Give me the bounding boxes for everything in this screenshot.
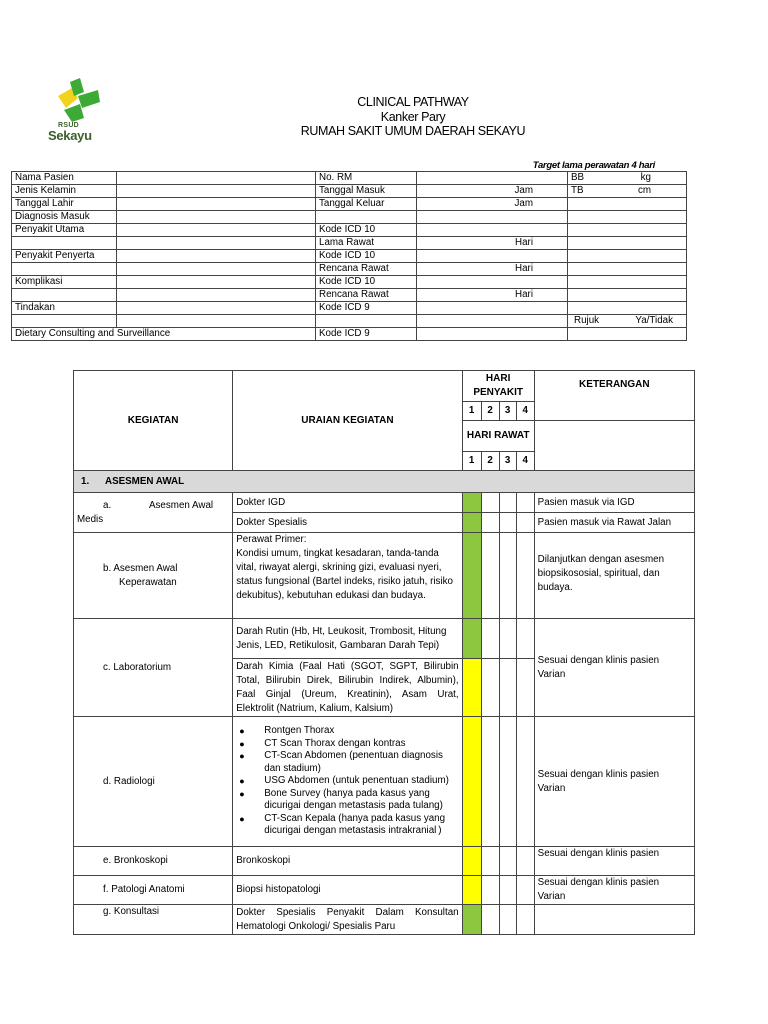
item-label: Konsultasi: [113, 906, 160, 917]
logo-text-sekayu: Sekayu: [48, 128, 92, 143]
unit-hari[interactable]: Hari: [417, 289, 568, 302]
label-tanggal-masuk: Tanggal Masuk: [316, 185, 417, 198]
header-kegiatan: KEGIATAN: [74, 371, 233, 471]
uraian-cell: Dokter Spesialis: [233, 513, 462, 533]
day-cell[interactable]: [499, 513, 516, 533]
empty-cell: [417, 315, 568, 328]
day-cell[interactable]: [499, 847, 516, 876]
info-row: [12, 224, 687, 237]
patient-info-table: [11, 171, 687, 341]
label-rencana-rawat: Rencana Rawat: [316, 263, 417, 276]
unit-jam[interactable]: Jam: [417, 198, 568, 211]
item-label: Patologi Anatomi: [111, 884, 185, 895]
info-row: [12, 302, 687, 315]
day-cell[interactable]: [499, 717, 516, 847]
day-cell[interactable]: [516, 905, 534, 935]
unit-hari[interactable]: Hari: [417, 263, 568, 276]
tb-cell[interactable]: [568, 185, 687, 198]
keterangan-cell: [534, 619, 694, 717]
keterangan-cell: Sesuai dengan klinis pasien: [534, 847, 694, 876]
item-label: Laboratorium: [113, 661, 172, 673]
item-letter: f.: [103, 884, 109, 895]
label-penyakit-penyerta: Penyakit Penyerta: [12, 250, 117, 263]
day-number: 4: [516, 452, 534, 471]
label-nama-pasien: Nama Pasien: [12, 172, 117, 185]
list-item: ● Bone Survey (hanya pada kasus yang dicurigai dengan metastasis pada tulang): [236, 788, 458, 813]
logo-text-rsud: RSUD: [58, 122, 80, 129]
keterangan-cell: Pasien masuk via Rawat Jalan: [534, 513, 694, 533]
day-cell[interactable]: [481, 493, 499, 513]
day-number: 3: [499, 452, 516, 471]
item-letter: a.: [103, 499, 112, 511]
day-cell[interactable]: [516, 717, 534, 847]
empty-cell: [568, 276, 687, 289]
kegiatan-patologi-anatomi: [74, 876, 233, 905]
uraian-cell: Bronkoskopi: [233, 847, 462, 876]
value-kode-icd10[interactable]: [417, 224, 568, 237]
label-diagnosis-masuk: Diagnosis Masuk: [12, 211, 117, 224]
empty-cell: [117, 237, 316, 250]
value-kode-icd9[interactable]: [417, 328, 568, 341]
empty-cell: [117, 289, 316, 302]
day-cell-filled[interactable]: [462, 717, 481, 847]
label-penyakit-utama: Penyakit Utama: [12, 224, 117, 237]
keterangan-line: Varian: [537, 891, 566, 902]
item-label: Asesmen Awal: [113, 562, 178, 574]
label-komplikasi: Komplikasi: [12, 276, 117, 289]
day-number: 1: [462, 402, 481, 421]
list-item: ● USG Abdomen (untuk penentuan stadium): [236, 775, 458, 788]
empty-cell: [12, 315, 117, 328]
keterangan-line: Varian: [537, 782, 566, 794]
value-kode-icd9[interactable]: [417, 302, 568, 315]
uraian-cell: Dokter IGD: [233, 493, 462, 513]
value-penyakit-utama[interactable]: [117, 224, 316, 237]
info-row: [12, 289, 687, 302]
empty-cell: [568, 328, 687, 341]
label-jenis-kelamin: Jenis Kelamin: [12, 185, 117, 198]
empty-cell: [568, 289, 687, 302]
day-cell-filled[interactable]: [462, 876, 481, 905]
header-hari-rawat: HARI RAWAT: [462, 421, 534, 452]
day-cell[interactable]: [516, 847, 534, 876]
item-label: Asesmen Awal Medis: [77, 499, 214, 525]
value-no-rm[interactable]: [417, 172, 568, 185]
unit-cm: cm: [637, 185, 651, 196]
info-row: [12, 263, 687, 276]
empty-cell: [417, 211, 568, 224]
keterangan-cell: Pasien masuk via IGD: [534, 493, 694, 513]
label-kode-icd10: Kode ICD 10: [316, 276, 417, 289]
section-number: 1.: [81, 475, 90, 487]
value-nama-pasien[interactable]: [117, 172, 316, 185]
item-letter: e.: [103, 855, 112, 866]
day-cell[interactable]: [499, 659, 516, 717]
bb-cell[interactable]: [568, 172, 687, 185]
keterangan-line: Sesuai dengan klinis pasien: [537, 877, 660, 888]
kegiatan-bronkoskopi: [74, 847, 233, 876]
empty-cell: [534, 421, 694, 471]
day-cell[interactable]: [516, 493, 534, 513]
unit-kg: kg: [640, 172, 651, 183]
label-rujuk: Rujuk: [574, 315, 600, 326]
unit-jam[interactable]: Jam: [417, 185, 568, 198]
day-cell[interactable]: [516, 659, 534, 717]
uraian-cell: [233, 533, 462, 619]
keterangan-cell: [534, 905, 694, 935]
day-cell-filled[interactable]: [462, 659, 481, 717]
page-title: CLINICAL PATHWAY: [357, 95, 469, 109]
list-item: ● CT-Scan Kepala (hanya pada kasus yang dicurigai dengan metastasis intrakranial ): [236, 813, 458, 838]
label-tanggal-lahir: Tanggal Lahir: [12, 198, 117, 211]
kegiatan-laboratorium: [74, 619, 233, 717]
day-cell[interactable]: [481, 905, 499, 935]
kegiatan-asesmen-awal-keperawatan: [74, 533, 233, 619]
keterangan-cell: [534, 717, 694, 847]
list-item: ● CT Scan Thorax dengan kontras: [236, 738, 458, 751]
uraian-cell: [233, 717, 462, 847]
day-cell[interactable]: [481, 717, 499, 847]
day-number: 3: [499, 402, 516, 421]
value-ya-tidak: Ya/Tidak: [635, 315, 673, 326]
day-number: 2: [481, 402, 499, 421]
keterangan-line: Sesuai dengan klinis pasien: [537, 768, 660, 780]
label-tb: TB: [571, 185, 584, 196]
info-row: [12, 198, 687, 211]
pathway-table: [73, 370, 695, 935]
target-duration: Target lama perawatan 4 hari: [532, 160, 655, 171]
day-cell[interactable]: [481, 847, 499, 876]
page-subtitle: Kanker Pary: [380, 110, 446, 124]
label-tanggal-keluar: Tanggal Keluar: [316, 198, 417, 211]
header-uraian: URAIAN KEGIATAN: [233, 371, 462, 471]
day-number: 2: [481, 452, 499, 471]
info-row: [12, 185, 687, 198]
uraian-cell: Darah Kimia (Faal Hati (SGOT, SGPT, Bilirubin Total, Bilirubin Direk, Bilirubin Indirek, Albumin), Faal Ginjal (Ureum, Kreatinin), Asam Urat, Elektrolit (Natrium, Kalium, Kalsium): [233, 659, 462, 717]
empty-cell: [117, 315, 316, 328]
kegiatan-konsultasi: [74, 905, 233, 935]
header-hari-penyakit: HARI PENYAKIT: [462, 371, 534, 402]
day-number: 4: [516, 402, 534, 421]
empty-cell: [316, 211, 417, 224]
item-label: Bronkoskopi: [113, 855, 168, 866]
day-cell-filled[interactable]: [462, 619, 481, 659]
label-rencana-rawat: Rencana Rawat: [316, 289, 417, 302]
value-jenis-kelamin[interactable]: [117, 185, 316, 198]
day-cell[interactable]: [516, 619, 534, 659]
day-cell[interactable]: [481, 513, 499, 533]
keterangan-line: Sesuai dengan klinis pasien: [537, 654, 660, 666]
day-cell[interactable]: [499, 876, 516, 905]
label-tindakan: Tindakan: [12, 302, 117, 315]
info-row: [12, 250, 687, 263]
label-kode-icd10: Kode ICD 10: [316, 224, 417, 237]
value-kode-icd10[interactable]: [417, 276, 568, 289]
empty-cell: [568, 302, 687, 315]
value-diagnosis-masuk[interactable]: [117, 211, 316, 224]
kegiatan-asesmen-awal-medis: [74, 493, 233, 533]
item-letter: b.: [103, 562, 112, 574]
value-komplikasi[interactable]: [117, 276, 316, 289]
info-row: [12, 276, 687, 289]
item-label: Radiologi: [113, 775, 155, 787]
label-kode-icd9: Kode ICD 9: [316, 302, 417, 315]
section-asesmen-awal: [74, 471, 695, 493]
section-label: ASESMEN AWAL: [105, 475, 185, 487]
header-keterangan: KETERANGAN: [534, 371, 694, 421]
day-cell-filled[interactable]: [462, 513, 481, 533]
day-cell[interactable]: [499, 493, 516, 513]
day-cell[interactable]: [481, 876, 499, 905]
empty-cell: [12, 263, 117, 276]
unit-hari[interactable]: Hari: [417, 237, 568, 250]
day-cell[interactable]: [516, 876, 534, 905]
empty-cell: [12, 237, 117, 250]
list-item: ● CT-Scan Abdomen (penentuan diagnosis dan stadium): [236, 750, 458, 775]
day-cell[interactable]: [481, 659, 499, 717]
info-row: [12, 211, 687, 224]
day-cell[interactable]: [499, 619, 516, 659]
value-kode-icd10[interactable]: [417, 250, 568, 263]
value-penyakit-penyerta[interactable]: [117, 250, 316, 263]
empty-cell: [12, 289, 117, 302]
day-cell[interactable]: [499, 533, 516, 619]
rujuk-cell[interactable]: [568, 315, 687, 328]
value-tanggal-lahir[interactable]: [117, 198, 316, 211]
info-row: [12, 315, 687, 328]
day-cell-filled[interactable]: [462, 533, 481, 619]
day-cell-filled[interactable]: [462, 905, 481, 935]
info-row: [12, 237, 687, 250]
empty-cell: [568, 224, 687, 237]
label-lama-rawat: Lama Rawat: [316, 237, 417, 250]
label-dietary: Dietary Consulting and Surveillance: [12, 328, 316, 341]
value-tindakan[interactable]: [117, 302, 316, 315]
day-cell[interactable]: [516, 513, 534, 533]
day-cell[interactable]: [516, 533, 534, 619]
item-letter: g.: [103, 906, 112, 917]
empty-cell: [568, 250, 687, 263]
empty-cell: [568, 263, 687, 276]
uraian-cell: Biopsi histopatologi: [233, 876, 462, 905]
uraian-cell: Darah Rutin (Hb, Ht, Leukosit, Trombosit, Hitung Jenis, LED, Retikulosit, Gambaran Darah Tepi): [233, 619, 462, 659]
empty-cell: [568, 211, 687, 224]
uraian-line: Perawat Primer:: [236, 534, 307, 545]
item-letter: d.: [103, 775, 112, 787]
uraian-line: Kondisi umum, tingkat kesadaran, tanda-tanda vital, riwayat alergi, skrining gizi, evaluasi nyeri, status fungsional (Bartel indeks, risiko jatuh, risiko dekubitus), kebutuhan edukasi dan budaya.: [236, 548, 453, 601]
keterangan-line: Varian: [537, 668, 566, 680]
empty-cell: [568, 237, 687, 250]
empty-cell: [316, 315, 417, 328]
radiologi-list: [236, 725, 458, 838]
item-letter: c.: [103, 661, 111, 673]
uraian-cell: Dokter Spesialis Penyakit Dalam Konsultan Hematologi Onkologi/ Spesialis Paru: [233, 905, 462, 935]
empty-cell: [117, 263, 316, 276]
label-kode-icd9: Kode ICD 9: [316, 328, 417, 341]
day-cell[interactable]: [499, 905, 516, 935]
kegiatan-radiologi: [74, 717, 233, 847]
day-cell[interactable]: [481, 619, 499, 659]
day-number: 1: [462, 452, 481, 471]
empty-cell: [568, 198, 687, 211]
day-cell-filled[interactable]: [462, 493, 481, 513]
label-no-rm: No. RM: [316, 172, 417, 185]
day-cell[interactable]: [481, 533, 499, 619]
label-bb: BB: [571, 172, 585, 183]
item-label: Keperawatan: [119, 576, 177, 588]
day-cell-filled[interactable]: [462, 847, 481, 876]
info-row: [12, 172, 687, 185]
keterangan-cell: [534, 876, 694, 905]
label-kode-icd10: Kode ICD 10: [316, 250, 417, 263]
hospital-name: RUMAH SAKIT UMUM DAERAH SEKAYU: [300, 124, 526, 138]
keterangan-cell: Dilanjutkan dengan asesmen biopsikososial, spiritual, dan budaya.: [534, 533, 694, 619]
list-item: ● Rontgen Thorax: [236, 725, 458, 738]
info-row: [12, 328, 687, 341]
